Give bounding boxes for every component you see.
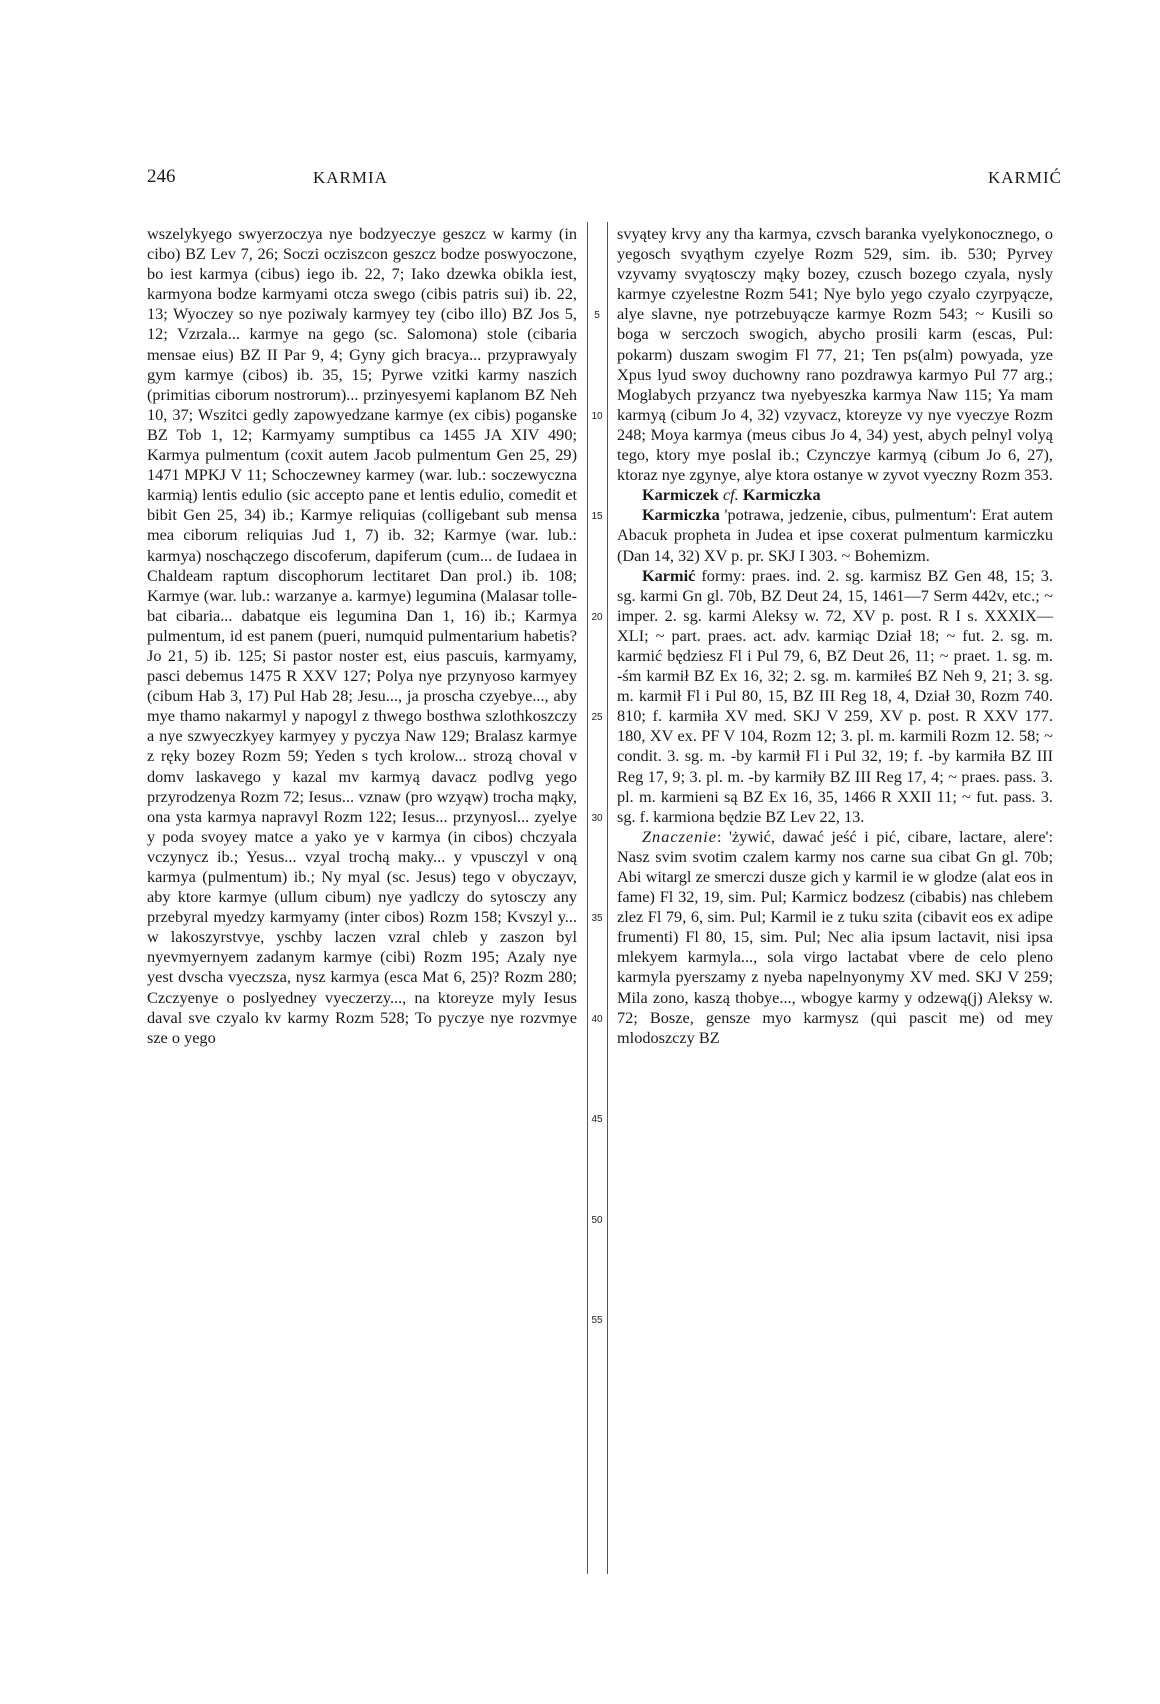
running-head bbox=[147, 166, 1062, 196]
line-number: 25 bbox=[591, 712, 603, 723]
cross-reference-target: Karmiczka bbox=[742, 485, 821, 505]
headword-karmic: Karmić bbox=[642, 565, 696, 585]
line-number: 45 bbox=[591, 1114, 603, 1125]
karmic-forms: formy: praes. ind. 2. sg. karmisz BZ Gen 48, 15; 3. sg. karmi Gn gl. 70b, BZ Deut 24, 15, 1461—7 Serm 442v, etc.; ~ imper. 2. sg. karmi Aleksy w. 72, XV p. post. R I s. XXXIX—XLI; ~ part. praes. act. adv. karmiąc Dział 18; ~ fut. 2. sg. m. karmić będziesz Fl i Pul 79, 6, BZ Deut 26, 11; ~ praet. 1. sg. m. -śm karmił BZ Ex 16, 32; 2. sg. m. karmiłeś BZ Neh 9, 21; 3. sg. m. karmił Fl i Pul 80, 15, BZ III Reg 18, 4, Dział 30, Rozm 740. 810; f. karmiła XV med. SKJ V 259, XV p. post. R XXV 177. 180, XV ex. PF V 104, Rozm 12; 3. pl. m. karmili Rozm 12. 58; ~ condit. 3. sg. m. -by karmił Fl i Pul 32, 19; f. -by karmiła BZ III Reg 17, 9; 3. pl. m. -by karmiły BZ III Reg 17, 4; ~ praes. pass. 3. pl. m. karmieni są BZ Ex 16, 35, 1466 R XXII 11; ~ fut. pass. 3. sg. f. karmiona będzie BZ Lev 22, 13. bbox=[617, 565, 1053, 826]
right-running-heading: KARMIĆ bbox=[987, 168, 1062, 187]
line-number-gutter bbox=[587, 224, 607, 1584]
entry-continuation: svyątey krvy any tha karmya, czvsch baranka vyelykonocznego, o yegosch svyąthym czyelye Rozm 529, sim. ib. 530; Pyrvey vzyvamy svyątosczy mąky bozey, czusch bozego czyala, nysly karmye czyelestne Rozm 541; Nye bylo yego czyalo czyrpyącze, alye slavne, nye potrzebuyącze karmye Rozm 543; ~ Kusili so boga w serczoch swogich, abycho prosili karm (escas, Pul: pokarm) duszam swogim Fl 77, 21; Ten ps(alm) powyada, yze Xpus lyud swoy duchowny rano pozdrawya karmyo Pul 77 arg.; Moglabych przyancz twa nyebyeszka karmya Naw 115; Ya mam karmyą (cibum Jo 4, 32) vzyvacz, ktoreyze vy nye vyeczye Rozm 248; Moya karmya (meus cibus Jo 4, 34) yest, abych pelnyl volyą tego, ktory mye poslal ib.; Czynczye karmyą (cibum Jo 6, 27), ktoraz nye zgynye, alye ktora ostanye w zyvot vyeczny Rozm 353. bbox=[617, 224, 1053, 485]
karmic-meaning bbox=[617, 827, 1053, 1048]
line-number: 30 bbox=[591, 813, 603, 824]
znaczenie-label: Znaczenie bbox=[642, 826, 718, 846]
column-divider-right bbox=[607, 222, 608, 1574]
entry-karmic bbox=[617, 566, 1053, 827]
karmic-meaning-text: : 'żywić, dawać jeść i pić, cibare, lactare, alere': Nasz svim svotim czalem karmy nos carne sua cibat Gn gl. 70b; Abi witargl ze smerczi dusze gich y karmil ie w glodze (alat eos in fame) Fl 32, 19, sim. Pul; Karmicz bodzesz (cibabis) nas chlebem zlez Fl 79, 6, sim. Pul; Karmil ie z tuku szita (cibavit eos ex adipe frumenti) Fl 80, 15, sim. Pul; Nec alia ipsum lactavit, nisi ipsa mlekyem karmyla..., sola virgo lactabat vbere de celo pleno karmyla pyerszamy z nyeba napelnyonymy XV med. SKJ V 259; Mila zono, kaszą thobye..., wbogye karmy y odzewą(j) Aleksy w. 72; Bosze, gensze myo karmysz (qui pascit me) od mey mlodoszczy BZ bbox=[617, 826, 1053, 1047]
left-column bbox=[147, 224, 577, 1048]
line-number: 40 bbox=[591, 1014, 603, 1025]
page-number: 246 bbox=[147, 166, 176, 187]
line-number: 15 bbox=[591, 511, 603, 522]
entry-karmiczek bbox=[617, 485, 1053, 505]
line-number: 10 bbox=[591, 411, 603, 422]
headword-karmiczek: Karmiczek bbox=[642, 485, 719, 505]
right-column bbox=[617, 224, 1053, 1048]
line-number: 35 bbox=[591, 913, 603, 924]
cross-reference-label: cf. bbox=[722, 485, 739, 505]
line-number: 20 bbox=[591, 612, 603, 623]
headword-karmiczka: Karmiczka bbox=[642, 505, 720, 525]
left-column-text: wszelykyego swyerzoczya nye bodzyeczye geszcz w karmy (in cibo) BZ Lev 7, 26; Soczi ocziszcon geszcz bodze poswyoczone, bo iest karmya (cibus) iego ib. 22, 7; Iako dzewka obikla iest, karmyona bodze karmyami otcza swego (cibis patris sui) ib. 22, 13; Wyoczey so nye poziwaly karmyey tey (cibo illo) BZ Jos 5, 12; Vzrzala... karmye na gego (sc. Salomona) stole (cibaria mensae eius) BZ II Par 9, 4; Gyny gich bracya... przyprawyaly gym karmye (cibos) ib. 35, 15; Pyrwe vzitki karmy naszich (primitias ciborum nostrorum)... przinyesyemi kaplanom BZ Neh 10, 37; Wszitci gedly zapowyedzane karmye (ex cibis) poganske BZ Tob 1, 12; Karmyamy sumptibus ca 1455 JA XIV 490; Karmya pulmentum (coxit autem Jacob pulmentum Gen 25, 29) 1471 MPKJ V 11; Schoczewney karmey (war. lub.: soczewyczna karmią) lentis edulio (sic accepto pane et lentis edulio, comedit et bibit Gen 25, 34) ib.; Karmye reliquias (colligebant sub mensa mea ciborum reliquias Jud 1, 7) ib. 32; Karmye (war. lub.: karmya) noschączego discoferum, dapiferum (cum... de Iudaea in Chaldeam raptum discophorum lectitaret Dan prol.) ib. 108; Karmye (war. lub.: warzanye a. karmye) legumina (Malasar tollebat cibaria... dabatque eis legumina Dan 1, 16) ib.; Karmya pulmentum, id est panem (pueri, numquid pulmentarium habetis? Jo 21, 5) ib. 125; Si pastor noster est, eius pascuis, karmyamy, pasci debemus 1475 R XXV 127; Polya nye przynyoso karmyey (cibum Hab 3, 17) Pul Hab 28; Jesu..., ja proscha czyebye..., aby mye thamo nakarmyl y napogyl z thwego bosthwa szlothkoszczy a nye szwyeczkyey karmyey y pyczya Naw 129; Bralasz karmye z ręky bozey Rozm 59; Yeden s tych krolow... strozą choval v domv laskavego y kazal mv karmyą davacz podlvg yego przyrodzenya Rozm 72; Iesus... vznaw (pro wzyąw) trocha mąky, ona ysta karmya napravyl Rozm 122; Iesus... przynyosl... zyelye y poda svoyey matce a yako ye v karmya (in cibos) chczyala vczynycz ib.; Yesus... vzyal trochą maky... y vpusczyl v oną karmya (pulmentum) ib.; Ny myal (sc. Jesus) tego v obyczayv, aby ktore karmye (ullum cibum) nye yadlczy do sytosczy any przebyral myedzy karmyamy (inter cibos) Rozm 158; Kvszyl y... w lakoszyrstvye, yschby laczen vzral chleb y zaszon byl nyevmyernyem zadanym karmye (cibi) Rozm 195; Azaly nye yest dvscha vyeczsza, nysz karmya (esca Mat 6, 25)? Rozm 280; Czczyenye o poslyedney vyeczerzy..., na ktoreyze myly Iesus daval sve czyalo kv karmy Rozm 528; To pyczye nye rozvmye sze o yego bbox=[147, 224, 577, 1047]
line-number: 50 bbox=[591, 1215, 603, 1226]
left-running-heading: KARMIA bbox=[313, 168, 388, 187]
line-number: 55 bbox=[591, 1315, 603, 1326]
karmiczka-definition: 'potrawa, jedzenie, cibus, pulmentum': Erat autem Abacuk propheta in Judea et ipse coxerat pulmentum karmiczku (Dan 14, 32) XV p. pr. SKJ I 303. ~ Bohemizm. bbox=[617, 505, 1053, 565]
entry-karmiczka bbox=[617, 505, 1053, 565]
line-number: 5 bbox=[594, 310, 600, 321]
